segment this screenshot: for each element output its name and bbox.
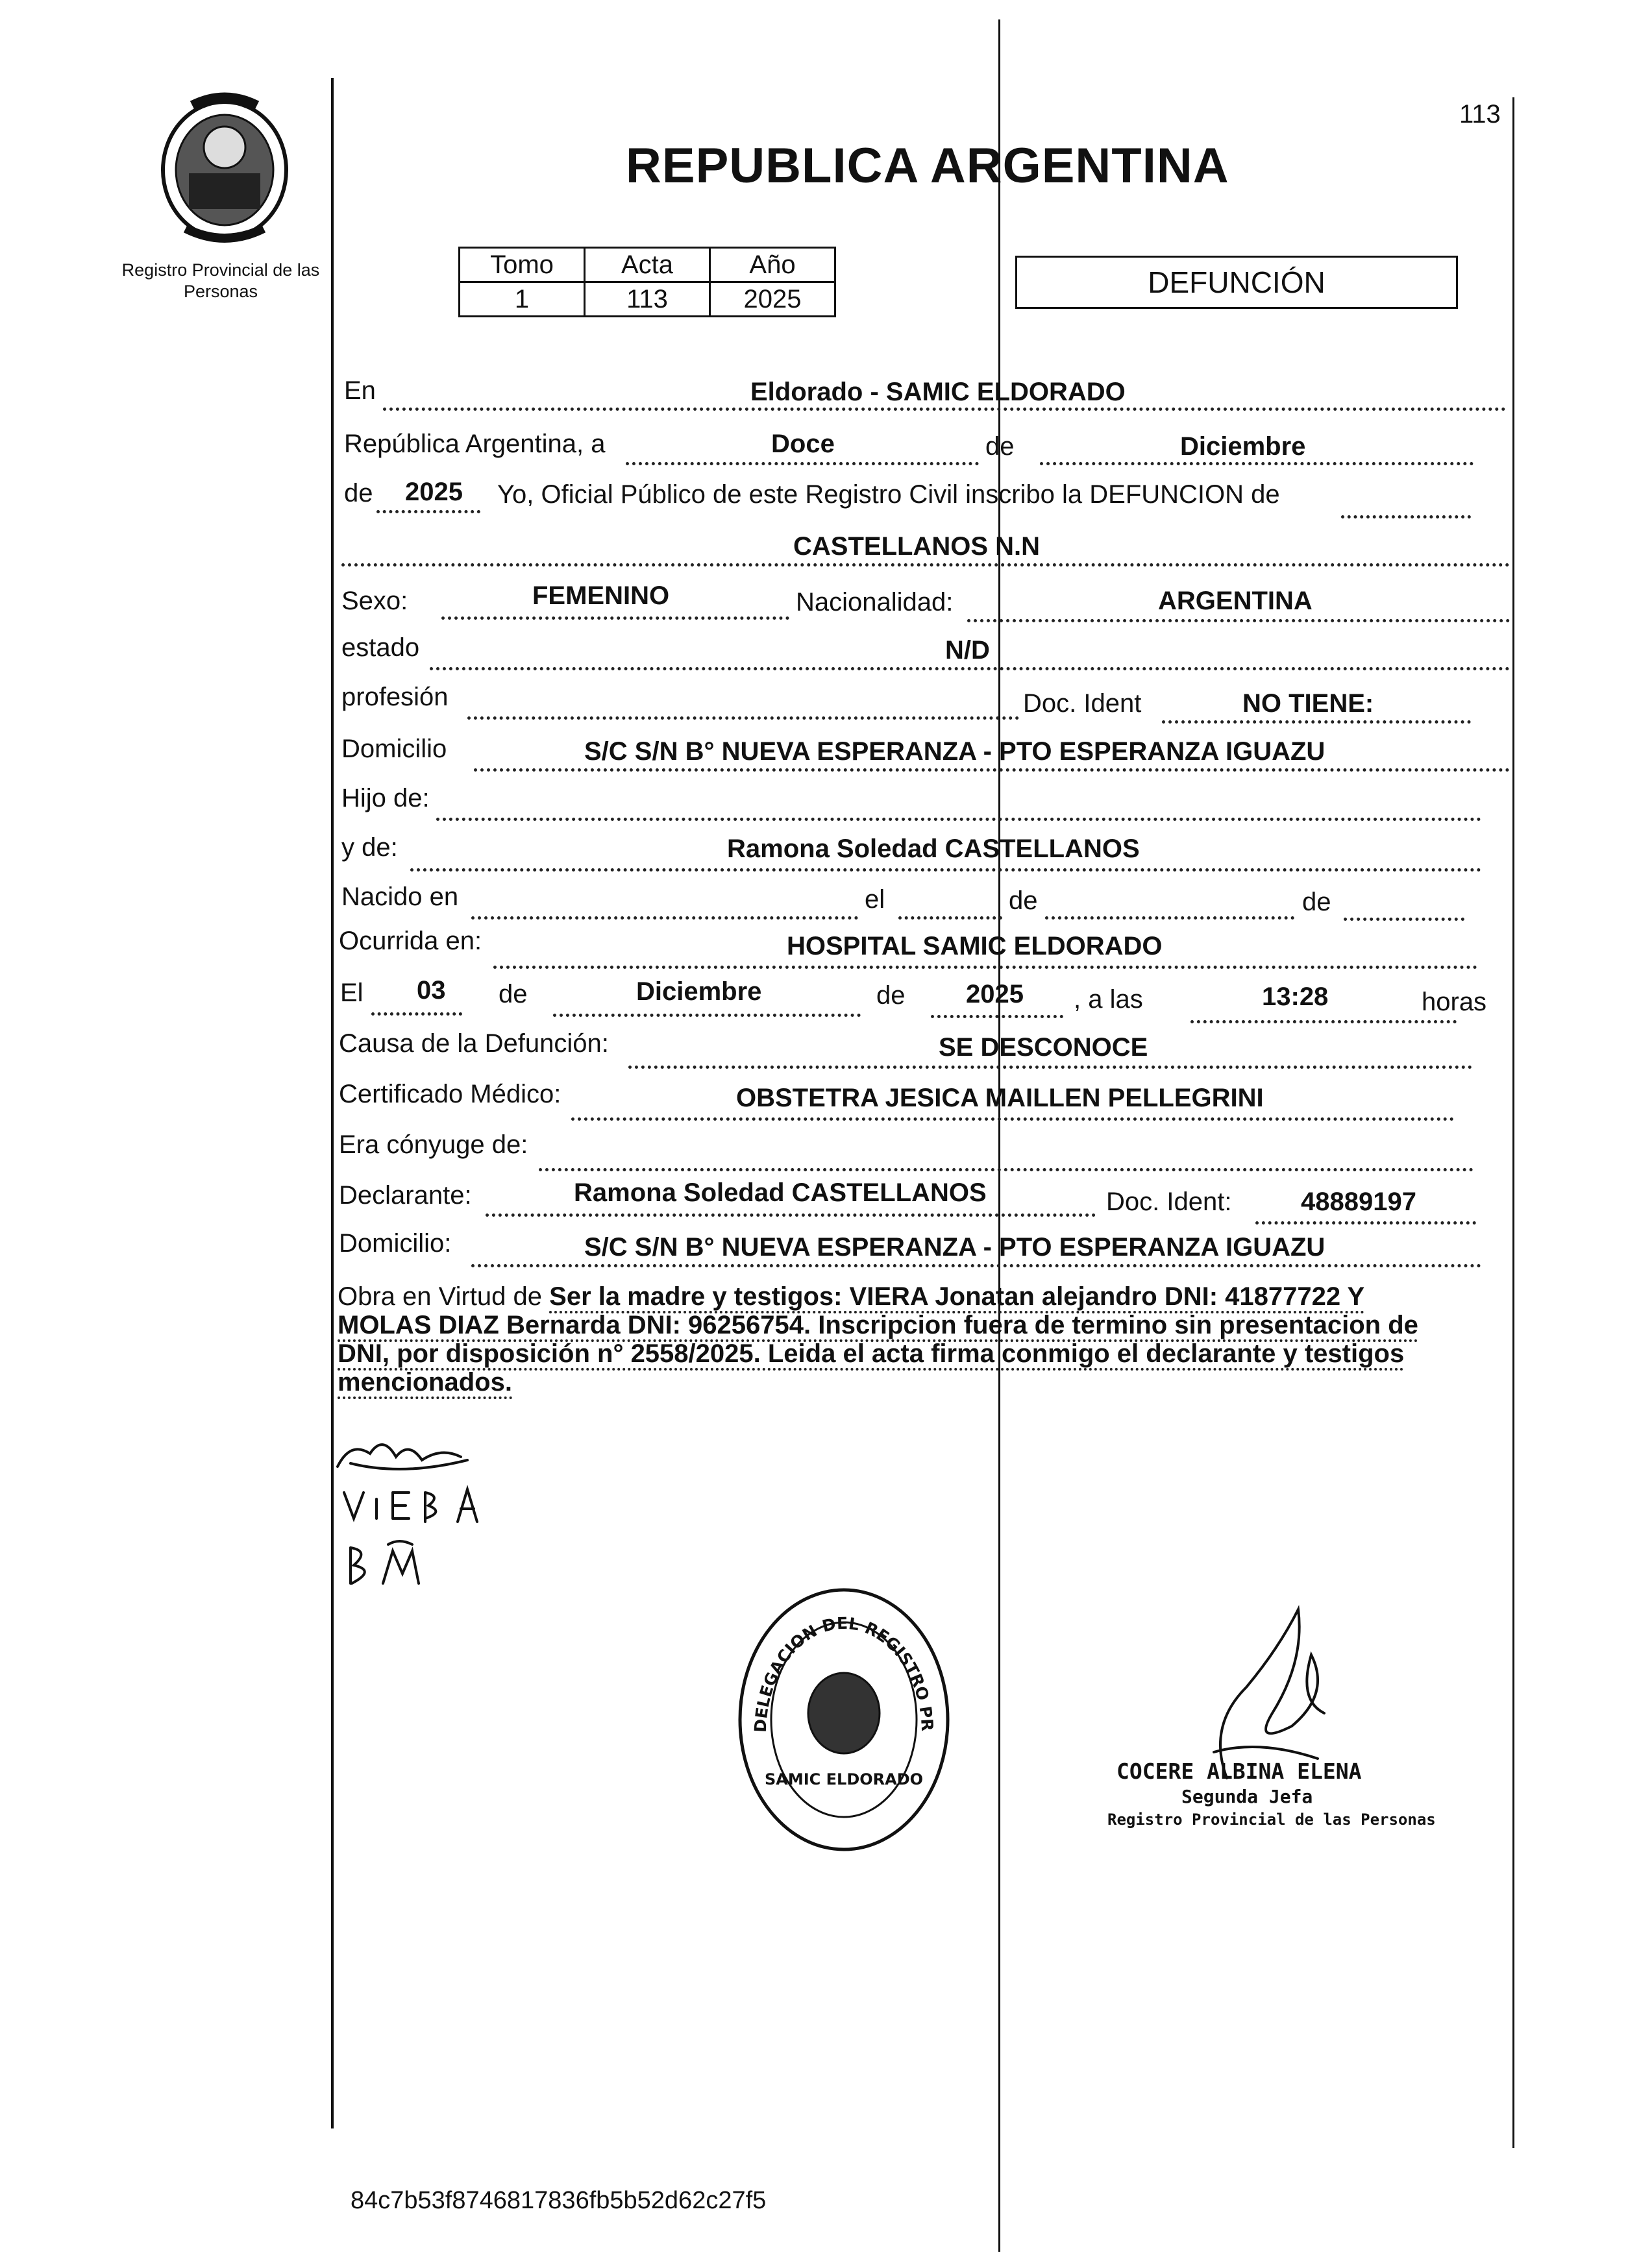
declarant-address-line <box>471 1264 1481 1267</box>
occurred-line <box>493 966 1477 969</box>
cause-value: SE DESCONOCE <box>939 1033 1148 1062</box>
de-label-1: de <box>985 432 1015 461</box>
el-label: el <box>865 885 885 914</box>
profession-line <box>467 716 1019 720</box>
nationality-value: ARGENTINA <box>1158 587 1313 615</box>
official-office: Registro Provincial de las Personas <box>1107 1811 1436 1829</box>
doc-value: NO TIENE: <box>1242 689 1374 718</box>
born-year-line <box>1344 918 1464 921</box>
death-year: 2025 <box>966 980 1024 1008</box>
profession-label: profesión <box>341 683 449 711</box>
obra-line-4 <box>338 1368 1506 1397</box>
nationality-label: Nacionalidad: <box>796 588 954 616</box>
witness-signatures <box>331 1428 539 1600</box>
witness-viera-handwriting <box>344 1489 477 1522</box>
obra-text-2: MOLAS DIAZ Bernarda DNI: 96256754. Inscripcion fuera de termino sin presentacion de <box>338 1311 1418 1342</box>
year-value: 2025 <box>405 478 463 506</box>
certificate-line <box>571 1117 1454 1121</box>
obra-line-1 <box>338 1282 1506 1311</box>
obra-line-3 <box>338 1339 1506 1369</box>
misiones-coat-of-arms-logo <box>153 92 296 251</box>
official-signature-block <box>1107 1583 1436 1843</box>
obra-text-4: mencionados. <box>338 1368 512 1399</box>
sex-label: Sexo: <box>341 587 408 615</box>
day-word: Doce <box>771 430 835 458</box>
obra-line-2 <box>338 1311 1506 1340</box>
month-line <box>1040 462 1474 465</box>
certificate-value: OBSTETRA JESICA MAILLEN PELLEGRINI <box>736 1084 1264 1112</box>
death-time-line <box>1190 1020 1457 1023</box>
fold-line <box>998 19 1000 2252</box>
book-reference-table <box>458 247 836 317</box>
seal-inner-text: SAMIC ELDORADO <box>764 1770 924 1788</box>
statement-end-line <box>1341 515 1471 518</box>
child-of-label: Hijo de: <box>341 784 430 812</box>
registry-caption: Registro Provincial de las Personas <box>121 260 320 301</box>
mother-value: Ramona Soledad CASTELLANOS <box>727 835 1140 863</box>
de-label-2: de <box>344 479 373 507</box>
death-time: 13:28 <box>1262 982 1329 1011</box>
official-signature-scribble <box>1214 1609 1324 1778</box>
right-margin-line <box>1512 97 1514 2148</box>
tomo-value: 1 <box>460 282 585 317</box>
day-line <box>626 462 979 465</box>
en-label: En <box>344 376 376 405</box>
declarant-address-label: Domicilio: <box>339 1229 452 1258</box>
de-label-4: de <box>1302 888 1331 916</box>
obra-label: Obra en Virtud de <box>338 1282 543 1311</box>
official-title: Segunda Jefa <box>1181 1786 1313 1807</box>
mother-line <box>410 868 1481 872</box>
spouse-line <box>539 1168 1474 1171</box>
death-day-line <box>371 1012 462 1016</box>
obra-text-3: DNI, por disposición n° 2558/2025. Leida el acta firma conmigo el declarante y testigos <box>338 1339 1404 1371</box>
death-day: 03 <box>417 976 446 1005</box>
doc-label: Doc. Ident <box>1023 689 1142 718</box>
occurred-place: HOSPITAL SAMIC ELDORADO <box>787 932 1163 960</box>
page-number: 113 <box>1459 100 1501 128</box>
acta-value: 113 <box>585 282 710 317</box>
statement-text: Yo, Oficial Público de este Registro Civil inscribo la DEFUNCION de <box>497 480 1280 509</box>
death-month-line <box>553 1014 861 1017</box>
death-month: Diciembre <box>636 977 762 1006</box>
hours-label: horas <box>1422 988 1487 1016</box>
de-label-3: de <box>1009 886 1038 915</box>
declarant-address-value: S/C S/N B° NUEVA ESPERANZA - PTO ESPERANZA IGUAZU <box>584 1233 1326 1262</box>
obra-text-1: Ser la madre y testigos: VIERA Jonatan alejandro DNI: 41877722 Y <box>549 1282 1364 1313</box>
deceased-name: CASTELLANOS N.N <box>793 532 1040 561</box>
death-year-line <box>931 1015 1063 1018</box>
civil-status-label: estado <box>341 633 420 662</box>
document-hash: 84c7b53f8746817836fb5b52d62c27f5 <box>351 2187 767 2214</box>
republic-label: República Argentina, a <box>344 430 606 458</box>
address-label: Domicilio <box>341 735 447 763</box>
place-value: Eldorado - SAMIC ELDORADO <box>750 378 1126 406</box>
doc-line <box>1162 720 1471 724</box>
nationality-line <box>967 619 1510 622</box>
year-line <box>376 510 480 513</box>
born-month-line <box>1045 916 1294 920</box>
spouse-label: Era cónyuge de: <box>339 1130 528 1159</box>
el-cap-label: El <box>340 979 364 1007</box>
born-day-line <box>898 916 1002 920</box>
place-line <box>383 408 1506 411</box>
child-of-line <box>436 818 1481 821</box>
de-label-6: de <box>876 981 906 1010</box>
cause-label: Causa de la Defunción: <box>339 1029 609 1058</box>
ano-value: 2025 <box>710 282 835 317</box>
witness-bm-handwriting <box>351 1541 419 1583</box>
official-name: COCERE ALBINA ELENA <box>1116 1759 1362 1784</box>
tomo-header: Tomo <box>460 248 585 282</box>
deceased-name-line <box>341 563 1510 567</box>
de-label-5: de <box>499 980 528 1008</box>
occurred-label: Ocurrida en: <box>339 927 482 955</box>
at-label: , a las <box>1074 985 1143 1014</box>
declarant-doc-line <box>1255 1221 1476 1225</box>
registry-seal-stamp <box>734 1583 954 1859</box>
sex-value: FEMENINO <box>532 581 670 610</box>
civil-status-line <box>430 667 1510 670</box>
and-of-label: y de: <box>341 833 398 862</box>
civil-status-value: N/D <box>945 636 990 665</box>
left-margin-line <box>331 78 334 2128</box>
country-title: REPUBLICA ARGENTINA <box>626 138 1229 193</box>
declarant-signature-scribble <box>338 1445 467 1469</box>
born-in-label: Nacido en <box>341 883 459 911</box>
acta-header: Acta <box>585 248 710 282</box>
seal-outer-text: DELEGACION DEL REGISTRO PR <box>750 1613 937 1733</box>
declarant-label: Declarante: <box>339 1181 472 1210</box>
declarant-doc-value: 48889197 <box>1301 1188 1416 1216</box>
record-type-box: DEFUNCIÓN <box>1015 256 1458 309</box>
declarant-line <box>486 1213 1096 1217</box>
cause-line <box>628 1066 1472 1069</box>
month-value: Diciembre <box>1180 432 1306 461</box>
address-line <box>474 768 1510 772</box>
address-value: S/C S/N B° NUEVA ESPERANZA - PTO ESPERANZA IGUAZU <box>584 737 1326 766</box>
sex-line <box>441 616 789 620</box>
born-in-line <box>471 916 858 920</box>
declarant-value: Ramona Soledad CASTELLANOS <box>574 1178 987 1207</box>
declarant-doc-label: Doc. Ident: <box>1106 1188 1232 1216</box>
ano-header: Año <box>710 248 835 282</box>
certificate-label: Certificado Médico: <box>339 1080 561 1108</box>
